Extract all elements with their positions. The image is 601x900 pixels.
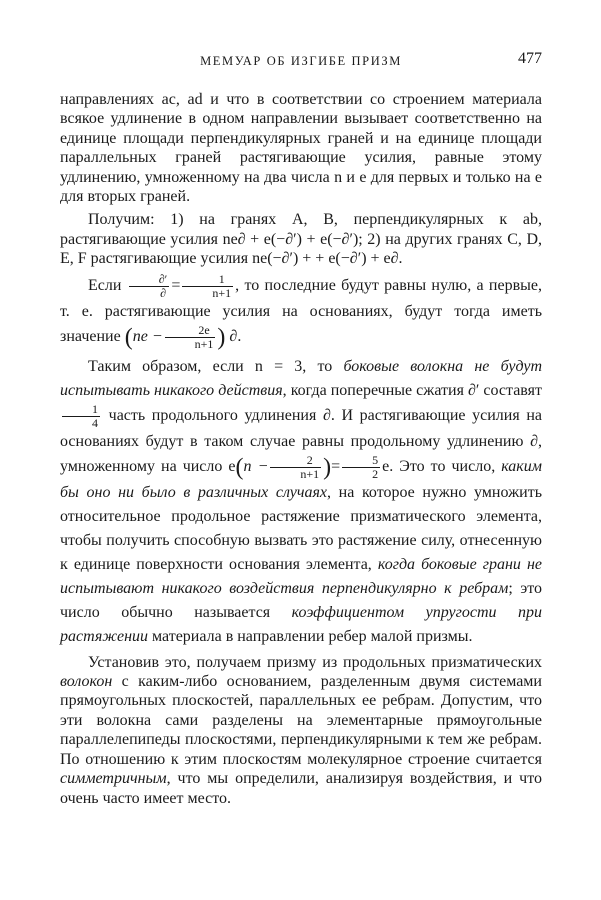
fraction-denominator: 2 — [372, 466, 379, 481]
body-text — [60, 90, 542, 812]
p4-text-f: e. Это то число, — [382, 457, 496, 475]
right-paren: ) — [323, 454, 332, 481]
p5-text-a: Установив это, получаем призму из продольных призматических — [88, 653, 542, 671]
fraction-denominator: n+1 — [212, 285, 232, 300]
p3-text-d: ∂. — [229, 327, 242, 345]
fraction-denominator: n+1 — [300, 466, 320, 481]
italic-phrase-3: когда боковые грани не испытывают никакого воздействия перпендикулярно к ребрам — [60, 555, 542, 597]
italic-word-symmetric: симметричным — [60, 770, 167, 788]
page-number: 477 — [518, 50, 542, 67]
p3-expr: ne − — [132, 327, 163, 345]
fraction-numerator: 1 — [182, 273, 233, 287]
p4-text-a: Таким образом, если n = 3, то — [88, 357, 333, 375]
fraction-denominator: ∂ — [160, 285, 166, 300]
right-paren: ) — [217, 324, 226, 351]
italic-phrase-1: боковые волокна не будут испытывать никакого действия — [60, 357, 543, 399]
fraction-five-halves — [342, 454, 380, 481]
left-paren: ( — [235, 454, 244, 481]
fraction-strain-ratio — [129, 273, 170, 300]
fraction-numerator: 2e — [165, 324, 216, 338]
fraction-denominator: 4 — [92, 415, 98, 430]
fraction-2-over-n-plus-one — [270, 454, 321, 481]
italic-phrase-2: каким бы оно ни было в различных случаях — [60, 457, 542, 501]
italic-word-volokon: волокон — [60, 673, 113, 691]
fraction-one-over-n-plus-one — [182, 273, 233, 300]
fraction-numerator: 5 — [342, 454, 380, 468]
p5-text-c: , что мы определили, анализируя воздействия, и что очень часто имеет место. — [60, 770, 542, 807]
equals-sign: = — [171, 276, 181, 294]
page-header — [60, 50, 542, 74]
p4-expr: n − — [243, 457, 269, 475]
p4-text-g: , на которое нужно умножить относительное продольное растяжение призматического элемента, чтобы получить способную вызвать это растяжение силу, отнесенную к единице поверхности основания элемента, — [60, 483, 542, 573]
p4-text-i: материала в направлении ребер малой призмы. — [152, 627, 473, 645]
italic-phrase-4: коэффициентом упругости при растяжении — [60, 603, 543, 645]
left-paren: ( — [124, 324, 133, 351]
p3-text-a: Если — [88, 276, 122, 294]
p5-text-b: с каким-либо основанием, разделенным двумя системами прямоугольных плоскостей, параллельных ее ребрам. Допустим, что эти волокна сами разделены на элементарные прямоугольные параллелепипеды плоскостями, перпендикулярными к тем же ребрам. По отношению к этим плоскостям молекулярное строение считается — [60, 673, 542, 768]
fraction-one-quarter — [62, 403, 100, 430]
running-title: МЕМУАР ОБ ИЗГИБЕ ПРИЗМ — [200, 54, 402, 68]
fraction-denominator: n+1 — [194, 336, 214, 351]
p4-text-b: , когда поперечные сжатия ∂′ составят — [282, 381, 543, 399]
paragraph-2: Получим: 1) на гранях A, B, перпендикулярных к ab, растягивающие усилия ne∂ + e(−∂′) + e(−∂′); 2) на других гранях C, D, E, F растягивающие усилия ne(−∂′) + + e(−∂′) + e∂. — [60, 211, 542, 268]
fraction-numerator: 1 — [62, 403, 100, 417]
fraction-numerator: 2 — [270, 454, 321, 468]
p4-text-c: часть продольного удлинения ∂. И растягивающие усилия на основаниях будут в таком случае равны продольному удлинению ∂, умноженному на число e — [60, 406, 543, 475]
fraction-2e-over-n-plus-one — [165, 324, 216, 351]
p3-text-b: , то последние будут равны нулю, а первые, т. е. растягивающие усилия на основаниях, будут тогда иметь значение — [60, 276, 543, 345]
p4-text-h: ; это число обычно называется — [60, 579, 543, 621]
equals-sign: = — [331, 457, 341, 475]
paragraph-4 — [60, 355, 542, 649]
paragraph-5 — [60, 653, 542, 808]
paragraph-3 — [60, 273, 542, 351]
paragraph-1: направлениях ac, ad и что в соответствии со строением материала всякое удлинение в одном направлении вызывает соответственно на единице площади перпендикулярных граней и на единице площади параллельных граней растягивающие усилия, равные этому удлинению, умноженному на два числа n и e для первых и только на e для вторых граней. — [60, 91, 542, 206]
fraction-numerator: ∂′ — [129, 273, 170, 287]
